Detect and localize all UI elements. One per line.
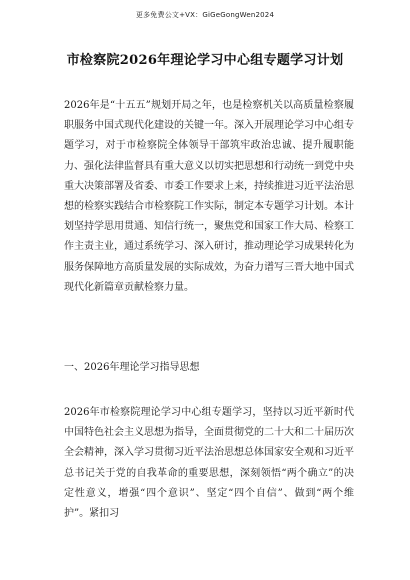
document-title: 市检察院2026年理论学习中心组专题学习计划 <box>66 53 344 68</box>
intro-paragraph: 2026年是“十五五”规划开局之年，也是检察机关以高质量检察履职服务中国式现代化建设的关键一年。深入开展理论学习中心组专题学习，对于市检察院全体领导干部筑牢政治忠诚、提升履职能力、强化法律监督具有重大意义以切实把思想和行动统一到党中央重大决策部署及省委、市委工作要求上来，持续推进习近平法治思想的检察实践结合市检察院工作实际，制定本专题学习计划。本计划坚持学思用贯通、知信行统一，聚焦党和国家工作大局、检察工作主责主业，通过系统学习、深入研讨，推动理论学习成果转化为服务保障地方高质量发展的实际成效，为奋力谱写三晋大地中国式现代化新篇章贡献检察力量。 <box>64 100 354 293</box>
section-paragraph: 2026年市检察院理论学习中心组专题学习，坚持以习近平新时代中国特色社会主义思想为指导，全面贯彻党的二十大和二十届历次全会精神，深入学习贯彻习近平法治思想总体国家安全观和习近平总书记关于党的自我革命的重要思想，深刻领悟“两个确立”的决定性意义，增强“四个意识”、坚定“四个自信”、做到“两个维护”。紧扣习 <box>64 407 354 520</box>
section-heading: 一、2026年理论学习指导思想 <box>64 362 200 373</box>
header-note: 更多免费公文+VX：GiGeGongWen2024 <box>135 11 275 19</box>
